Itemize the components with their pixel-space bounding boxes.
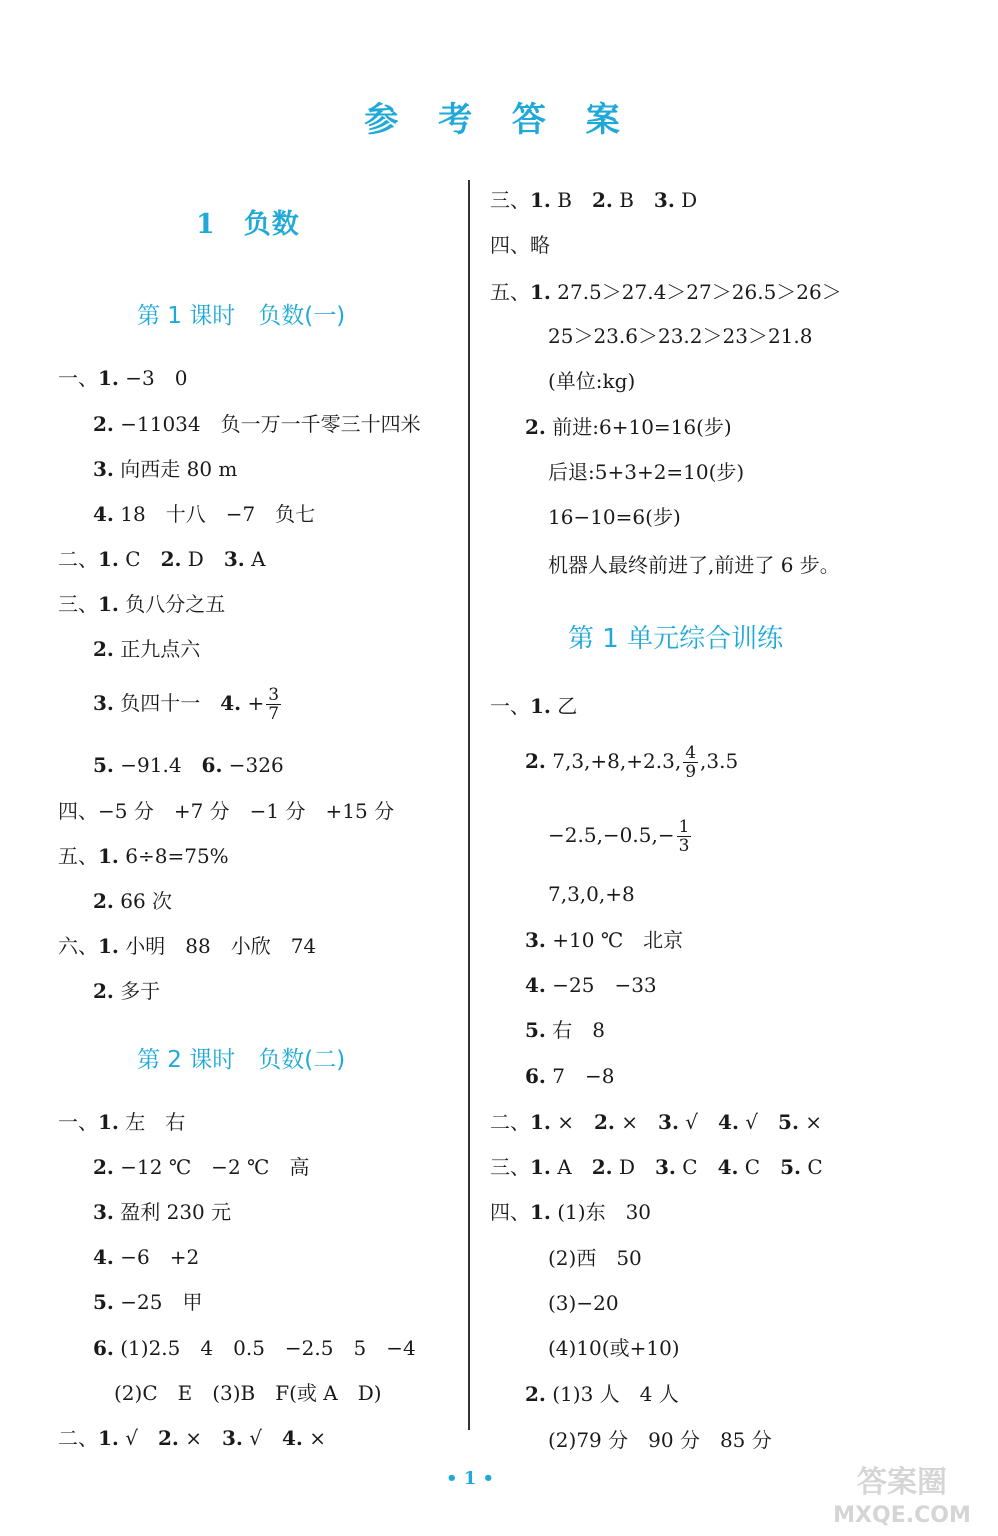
item-number: 1. — [530, 188, 551, 212]
answer-line — [58, 1108, 185, 1136]
item-number: 2. — [525, 749, 546, 773]
section-prefix: 三、 — [490, 1155, 530, 1179]
answer-line — [548, 551, 840, 579]
answer-text: 7 −8 — [545, 1064, 615, 1088]
answer-text: 18 十八 −7 负七 — [113, 502, 316, 526]
answer-text: D — [612, 1155, 655, 1179]
section-prefix: 一、 — [58, 1110, 98, 1134]
item-number: 4. — [717, 1155, 739, 1179]
answer-text: 7,3,+8,+2.3, — [545, 749, 682, 773]
answer-line — [525, 413, 732, 441]
section-prefix: 三、 — [490, 188, 530, 212]
answer-text: 略 — [530, 233, 550, 257]
item-number: 4. — [718, 1110, 739, 1134]
answer-line — [548, 1426, 772, 1454]
item-number: 1. — [530, 694, 551, 718]
section-prefix: 六、 — [58, 934, 98, 958]
answer-line — [93, 1243, 199, 1271]
answer-text: −91.4 — [113, 753, 202, 777]
answer-text: × — [798, 1110, 823, 1134]
answer-text: × — [614, 1110, 659, 1134]
answer-line — [548, 880, 635, 908]
answer-text: C — [801, 1155, 823, 1179]
lesson-1-title: 第 1 课时 负数(一) — [137, 303, 346, 329]
item-number: 1. — [530, 280, 551, 304]
item-number: 3. — [222, 1426, 243, 1450]
answer-line — [490, 1198, 651, 1226]
answer-line — [548, 367, 635, 395]
answer-line — [525, 1016, 605, 1044]
answer-line — [93, 977, 160, 1005]
answer-line — [93, 500, 315, 528]
answer-line — [525, 1062, 614, 1090]
item-number: 1. — [530, 1110, 551, 1134]
answer-line — [93, 887, 172, 915]
answer-line — [525, 926, 683, 954]
answer-text: 小明 88 小欣 74 — [118, 934, 317, 958]
fraction — [266, 686, 281, 723]
item-number: 2. — [93, 1155, 114, 1179]
answer-text: 16−10=6(步) — [548, 505, 681, 529]
answer-line — [93, 1153, 309, 1181]
item-number: 3. — [653, 188, 675, 212]
section-prefix: 五、 — [490, 280, 530, 304]
section-prefix: 五、 — [58, 844, 98, 868]
answer-text: √ — [242, 1426, 283, 1450]
answer-text: C — [738, 1155, 781, 1179]
answer-text: × — [178, 1426, 223, 1450]
answer-text: (2)79 分 90 分 85 分 — [548, 1428, 772, 1452]
item-number: 5. — [780, 1155, 802, 1179]
item-number: 2. — [93, 889, 114, 913]
answer-line — [93, 686, 283, 723]
item-number: 1. — [98, 934, 119, 958]
section-prefix: 二、 — [58, 1426, 98, 1450]
fraction — [677, 818, 692, 855]
answer-text: 25＞23.6＞23.2＞23＞21.8 — [548, 324, 813, 348]
watermark-text-2: MXQE.COM — [833, 1503, 971, 1528]
answer-line — [548, 322, 813, 350]
item-number: 4. — [93, 502, 114, 526]
item-number: 3. — [525, 928, 546, 952]
answer-text: √ — [738, 1110, 779, 1134]
answer-line — [58, 545, 266, 573]
item-number: 4. — [220, 691, 242, 715]
answer-line — [548, 1334, 680, 1362]
answer-text: −25 甲 — [113, 1290, 203, 1314]
item-number: 5. — [778, 1110, 799, 1134]
item-number: 4. — [282, 1426, 303, 1450]
answer-text: 后退:5+3+2=10(步) — [548, 460, 745, 484]
answer-line — [114, 1379, 382, 1407]
answer-text: −6 +2 — [113, 1245, 200, 1269]
answer-text: (4)10(或+10) — [548, 1336, 680, 1360]
answer-line — [490, 231, 550, 259]
answer-line — [548, 458, 744, 486]
answer-text: 66 次 — [113, 889, 173, 913]
answer-text: + — [241, 691, 265, 715]
answer-text: C — [118, 547, 161, 571]
chapter-title: 1 负数 — [196, 209, 300, 240]
page-number: • 1 • — [445, 1468, 495, 1489]
answer-line — [58, 932, 316, 960]
answer-text: (2)西 50 — [548, 1246, 642, 1270]
fraction — [683, 744, 698, 781]
watermark-text-1: 答案圈 — [857, 1465, 947, 1500]
section-prefix: 四、 — [490, 233, 530, 257]
answer-text: (2)C E (3)B F(或 A D) — [114, 1381, 382, 1405]
answer-line — [93, 410, 421, 438]
answer-text: −326 — [222, 753, 284, 777]
item-number: 2. — [93, 637, 114, 661]
section-prefix: 二、 — [490, 1110, 530, 1134]
item-number: 4. — [93, 1245, 114, 1269]
answer-text: −5 分 +7 分 −1 分 +15 分 — [98, 799, 395, 823]
answer-text: (1)2.5 4 0.5 −2.5 5 −4 — [113, 1336, 416, 1360]
answer-text: 向西走 80 m — [113, 457, 238, 481]
answer-text: −25 −33 — [545, 973, 657, 997]
answer-text: B — [550, 188, 592, 212]
item-number: 1. — [98, 844, 119, 868]
answer-text: −12 ℃ −2 ℃ 高 — [113, 1155, 310, 1179]
answer-line — [93, 455, 237, 483]
item-number: 2. — [591, 1155, 613, 1179]
answer-text: √ — [678, 1110, 719, 1134]
answer-text: √ — [118, 1426, 158, 1450]
answer-text: (1)3 人 4 人 — [545, 1382, 679, 1406]
answer-text: 正九点六 — [113, 637, 201, 661]
answer-text: D — [674, 188, 698, 212]
answer-line — [525, 971, 657, 999]
answer-line — [58, 797, 394, 825]
answer-text: +10 ℃ 北京 — [545, 928, 684, 952]
answer-line — [548, 503, 681, 531]
item-number: 5. — [93, 1290, 114, 1314]
item-number: 1. — [530, 1155, 551, 1179]
watermark-logo — [812, 1460, 992, 1530]
answer-text: A — [244, 547, 266, 571]
answer-line — [490, 186, 697, 214]
item-number: 3. — [658, 1110, 679, 1134]
answer-text: A — [550, 1155, 592, 1179]
answer-text: 负八分之五 — [118, 592, 226, 616]
section-prefix: 四、 — [490, 1200, 530, 1224]
section-prefix: 一、 — [490, 694, 530, 718]
item-number: 2. — [93, 412, 114, 436]
item-number: 6. — [93, 1336, 114, 1360]
answer-text: 机器人最终前进了,前进了 6 步。 — [548, 553, 840, 577]
answer-text: × — [550, 1110, 595, 1134]
fraction-numerator: 4 — [685, 743, 697, 763]
answer-text: 6÷8=75% — [118, 844, 229, 868]
answer-text: −3 0 — [118, 366, 188, 390]
item-number: 6. — [201, 753, 223, 777]
answer-text: 乙 — [550, 694, 578, 718]
answer-text: 27.5＞27.4＞27＞26.5＞26＞ — [550, 280, 842, 304]
item-number: 1. — [98, 592, 119, 616]
answer-line — [490, 1108, 822, 1136]
item-number: 1. — [98, 1426, 119, 1450]
item-number: 1. — [98, 547, 119, 571]
answer-line — [490, 692, 577, 720]
answer-text: 7,3,0,+8 — [548, 882, 635, 906]
section-prefix: 四、 — [58, 799, 98, 823]
column-divider — [468, 180, 470, 1430]
fraction-denominator: 3 — [678, 836, 690, 856]
answer-line — [93, 1198, 231, 1226]
answer-text: (3)−20 — [548, 1291, 619, 1315]
answer-line — [93, 751, 284, 779]
answer-line — [490, 1153, 823, 1181]
item-number: 3. — [655, 1155, 676, 1179]
answer-line — [93, 635, 200, 663]
section-prefix: 三、 — [58, 592, 98, 616]
item-number: 2. — [594, 1110, 615, 1134]
answer-line — [58, 842, 229, 870]
answer-text: −11034 负一万一千零三十四米 — [113, 412, 421, 436]
answer-text: 多于 — [113, 979, 161, 1003]
item-number: 2. — [158, 1426, 179, 1450]
answer-line — [58, 1424, 326, 1452]
answer-line — [93, 1334, 416, 1362]
item-number: 2. — [525, 415, 546, 439]
item-number: 3. — [223, 547, 245, 571]
answer-line — [58, 364, 187, 392]
item-number: 2. — [525, 1382, 546, 1406]
item-number: 3. — [93, 1200, 114, 1224]
lesson-2-title: 第 2 课时 负数(二) — [137, 1047, 346, 1073]
section-prefix: 一、 — [58, 366, 98, 390]
answer-line — [525, 744, 738, 781]
item-number: 2. — [591, 188, 613, 212]
answer-line — [93, 1288, 202, 1316]
page-title: 参 考 答 案 — [364, 100, 634, 140]
item-number: 6. — [525, 1064, 546, 1088]
answer-text: 负四十一 — [113, 691, 221, 715]
answer-line — [548, 818, 693, 855]
item-number: 3. — [93, 457, 114, 481]
answer-line — [490, 278, 842, 306]
unit-title: 第 1 单元综合训练 — [568, 624, 784, 654]
fraction-denominator: 9 — [685, 762, 697, 782]
answer-line — [548, 1244, 642, 1272]
fraction-numerator: 1 — [678, 817, 690, 837]
fraction-numerator: 3 — [268, 685, 280, 705]
item-number: 4. — [525, 973, 546, 997]
answer-text: C — [675, 1155, 718, 1179]
answer-text: −2.5,−0.5,− — [548, 823, 675, 847]
answer-text: B — [612, 188, 654, 212]
item-number: 2. — [160, 547, 182, 571]
item-number: 5. — [93, 753, 114, 777]
answer-text: (单位:kg) — [548, 369, 636, 393]
answer-text: 左 右 — [118, 1110, 186, 1134]
section-prefix: 二、 — [58, 547, 98, 571]
answer-line — [58, 590, 225, 618]
item-number: 1. — [98, 366, 119, 390]
item-number: 5. — [525, 1018, 546, 1042]
answer-text: 前进:6+10=16(步) — [545, 415, 732, 439]
answer-text: D — [181, 547, 224, 571]
answer-text: (1)东 30 — [550, 1200, 652, 1224]
item-number: 2. — [93, 979, 114, 1003]
answer-text: 盈利 230 元 — [113, 1200, 232, 1224]
item-number: 3. — [93, 691, 114, 715]
answer-line — [525, 1380, 679, 1408]
item-number: 1. — [530, 1200, 551, 1224]
answer-text: × — [302, 1426, 327, 1450]
answer-text: ,3.5 — [700, 749, 739, 773]
answer-text: 右 8 — [545, 1018, 605, 1042]
item-number: 1. — [98, 1110, 119, 1134]
fraction-denominator: 7 — [268, 704, 280, 724]
answer-line — [548, 1289, 619, 1317]
